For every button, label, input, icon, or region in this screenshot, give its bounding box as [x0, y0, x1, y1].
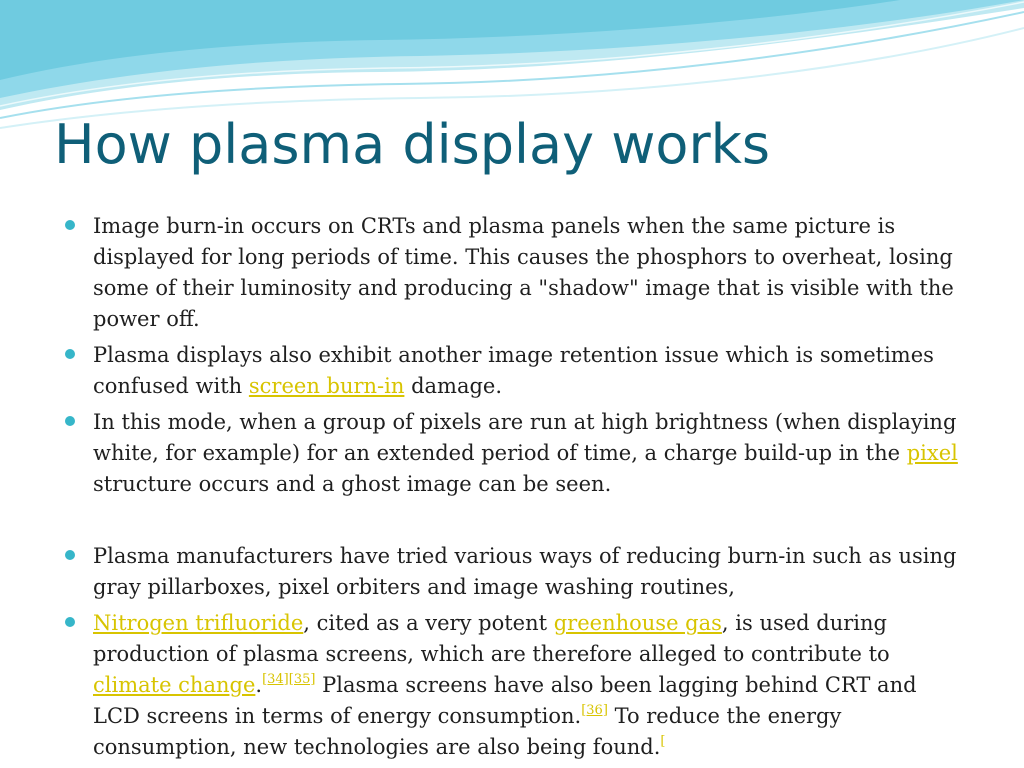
bullet-text: Plasma screens have also been lagging behind CRT and LCD screens in terms of energy consumption.: [93, 673, 917, 728]
bullet-text: , cited as a very potent: [303, 611, 554, 635]
reference-link-truncated[interactable]: [: [660, 734, 666, 749]
bullet-item-manufacturers: [64, 541, 964, 603]
reference-link-34[interactable]: [34]: [262, 672, 289, 687]
link-climate-change[interactable]: climate change: [93, 673, 256, 697]
bullet-text: , is used during production of plasma screens, which are therefore alleged to contribute to: [93, 611, 890, 666]
bullet-dot-icon: [65, 550, 75, 560]
reference-link-35[interactable]: [35]: [288, 672, 316, 687]
bullet-text: damage.: [404, 374, 503, 398]
reference-36: [581, 703, 608, 718]
reference-34: [262, 672, 289, 687]
reference-link-36[interactable]: [36]: [581, 703, 608, 718]
slide-title: How plasma display works: [54, 113, 771, 176]
bullet-text: Plasma manufacturers have tried various ways of reducing burn-in such as using gray pillarboxes, pixel orbiters and image washing routines,: [93, 544, 957, 599]
link-greenhouse-gas[interactable]: greenhouse gas: [553, 611, 722, 635]
bullet-text: To reduce the energy consumption, new technologies are also being found.: [93, 704, 842, 759]
reference-35: [289, 672, 316, 687]
bullet-dot-icon: [65, 220, 75, 230]
bullet-dot-icon: [65, 349, 75, 359]
bullet-text: Plasma displays also exhibit another image retention issue which is sometimes confused with: [93, 343, 934, 398]
link-nitrogen-trifluoride[interactable]: Nitrogen trifluoride: [93, 611, 304, 635]
bullet-item-ghost-image: [64, 407, 964, 500]
bullet-list: [64, 211, 964, 763]
bullet-text: structure occurs and a ghost image can be seen.: [93, 472, 612, 496]
bullet-item-nitrogen-trifluoride: [64, 608, 964, 763]
bullet-text: .: [255, 673, 263, 697]
bullet-dot-icon: [65, 416, 75, 426]
bullet-item-image-retention: [64, 340, 964, 402]
reference-truncated: [660, 734, 665, 749]
bullet-text: Image burn-in occurs on CRTs and plasma panels when the same picture is displayed for long periods of time. This causes the phosphors to overheat, losing some of their luminosity and producing a "shadow" image that is visible with the power off.: [93, 214, 954, 331]
bullet-item-burn-in: [64, 211, 964, 335]
link-pixel[interactable]: pixel: [906, 441, 958, 465]
bullet-dot-icon: [65, 617, 75, 627]
bullet-text: In this mode, when a group of pixels are run at high brightness (when displaying white, for example) for an extended period of time, a charge build-up in the: [93, 410, 957, 465]
link-screen-burn-in[interactable]: screen burn-in: [248, 374, 405, 398]
